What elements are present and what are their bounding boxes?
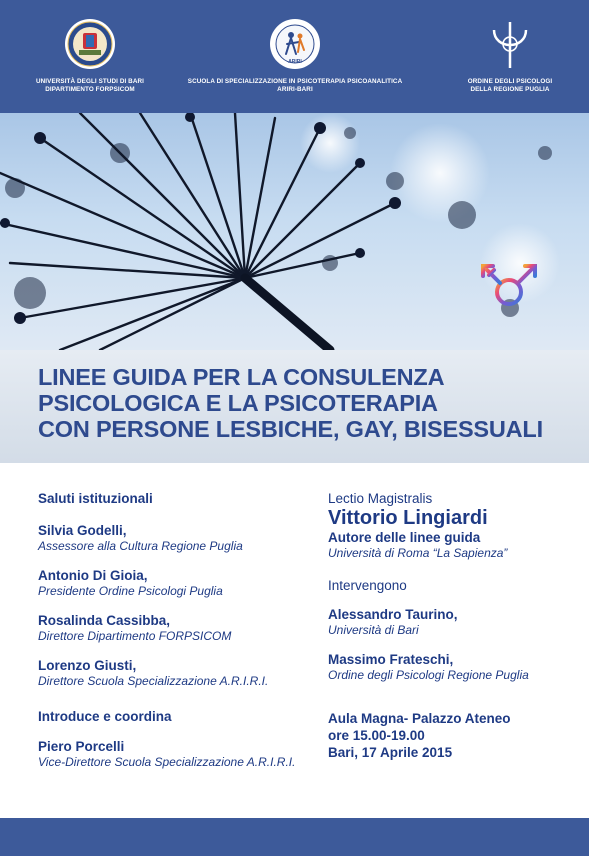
introduce-heading: Introduce e coordina [38,709,172,724]
university-caption-1: UNIVERSITÀ DEGLI STUDI DI BARI [36,78,144,85]
ariri-logo-text: ARIRI [288,59,302,65]
speaker-role: Assessore alla Cultura Regione Puglia [38,539,243,553]
university-seal-icon [64,18,116,70]
intervengono-heading: Intervengono [328,578,407,593]
university-caption-2: DIPARTIMENTO FORPSICOM [45,86,135,93]
list-item [38,658,318,689]
lectio-heading: Lectio Magistralis [328,491,433,506]
speaker-name: Antonio Di Gioia, [38,568,148,583]
program-right-column [328,490,583,761]
list-item [328,607,583,638]
ariri-caption-2: ARIRI-BARI [277,86,313,93]
saluti-heading: Saluti istituzionali [38,491,153,506]
title-line-1: LINEE GUIDA PER LA CONSULENZA [38,364,445,390]
speaker-role: Università di Bari [328,623,419,637]
ordine-caption-1: ORDINE DEGLI PSICOLOGI [467,78,553,85]
moderator-role: Vice-Direttore Scuola Specializzazione A.R.I.R.I. [38,755,296,769]
ariri-logo-block [185,18,405,94]
event-title [38,364,578,442]
lectio-affiliation: Università di Roma “La Sapienza” [328,546,508,560]
speaker-role: Direttore Scuola Specializzazione A.R.I.R.I. [38,674,269,688]
title-line-2: PSICOLOGICA E LA PSICOTERAPIA [38,390,438,416]
dandelion-seedhead-photo [0,113,589,350]
footer-bar [0,818,589,856]
event-time: ore 15.00-19.00 [328,728,425,743]
speaker-name: Massimo Frateschi, [328,652,454,667]
speaker-role: Direttore Dipartimento FORPSICOM [38,629,232,643]
speaker-role: Ordine degli Psicologi Regione Puglia [328,668,529,682]
lectio-subtitle: Autore delle linee guida [328,530,481,545]
event-venue: Aula Magna- Palazzo Ateneo [328,711,511,726]
moderator [38,739,318,770]
ordine-caption-2: DELLA REGIONE PUGLIA [470,86,550,93]
ariri-caption-1: SCUOLA DI SPECIALIZZAZIONE IN PSICOTERAPIA PSICOANALITICA [187,78,403,85]
speaker-name: Rosalinda Cassibba, [38,613,171,628]
header-banner [0,0,589,113]
speaker-role: Presidente Ordine Psicologi Puglia [38,584,223,598]
list-item [38,613,318,644]
moderator-name: Piero Porcelli [38,739,125,754]
ariri-logo-icon [269,18,321,70]
lectio-speaker: Vittorio Lingiardi [328,507,488,529]
list-item [38,568,318,599]
list-item [38,523,318,554]
list-item [328,652,583,683]
university-logo-block [20,18,160,94]
event-date: Bari, 17 Aprile 2015 [328,745,453,760]
speaker-name: Lorenzo Giusti, [38,658,137,673]
title-line-3: CON PERSONE LESBICHE, GAY, BISESSUALI [38,416,543,442]
psi-symbol-icon [484,18,536,70]
speaker-name: Silvia Godelli, [38,523,127,538]
event-details [328,710,583,761]
transgender-symbol-icon [474,258,544,330]
program-left-column [38,490,318,770]
ordine-logo-block [440,18,580,94]
speaker-name: Alessandro Taurino, [328,607,458,622]
